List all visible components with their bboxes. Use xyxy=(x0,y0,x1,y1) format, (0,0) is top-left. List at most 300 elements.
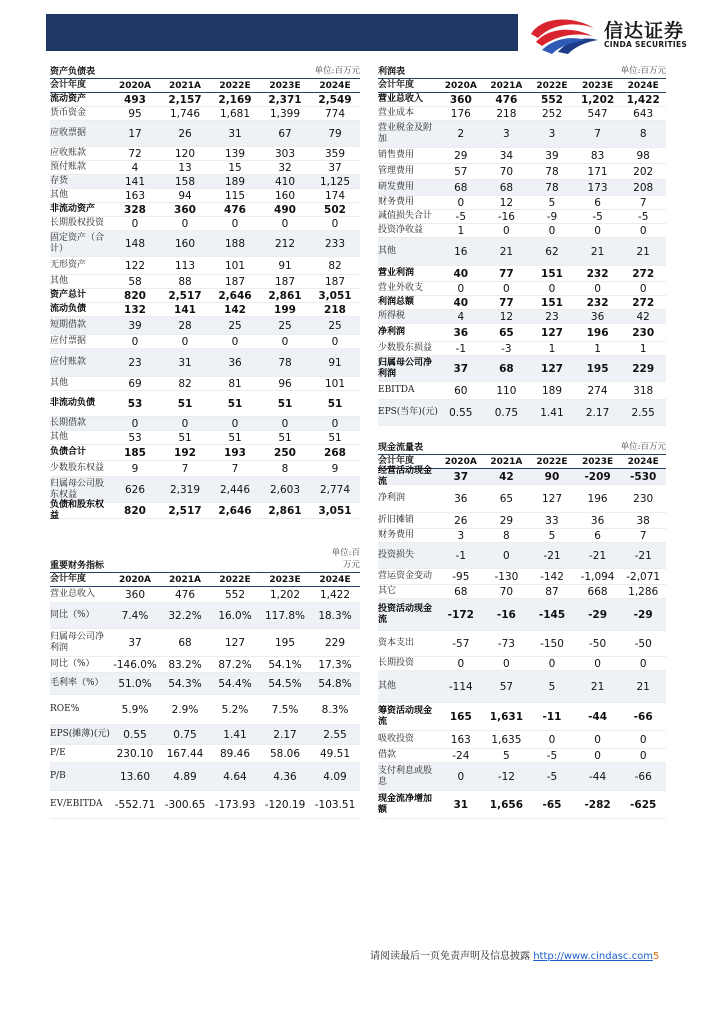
row-value: 7 xyxy=(181,462,189,475)
row-value: 16 xyxy=(454,245,468,258)
row-value: 199 xyxy=(274,303,296,316)
row-value: 359 xyxy=(324,147,346,160)
row-value: 1 xyxy=(548,342,556,355)
row-value: 21 xyxy=(636,245,650,258)
row-value: 32.2% xyxy=(168,609,202,622)
row-value: 18.3% xyxy=(318,609,352,622)
footer xyxy=(370,947,659,962)
row-value: 188 xyxy=(224,237,246,250)
row-label: 固定资产（合计） xyxy=(50,232,105,254)
row-value: 31 xyxy=(228,127,242,140)
row-value: 37 xyxy=(128,636,142,649)
row-value: 78 xyxy=(545,165,559,178)
row-value: 2.17 xyxy=(273,728,297,741)
row-label: 现金流净增加额 xyxy=(378,793,433,815)
row-value: 476 xyxy=(224,203,246,216)
table-row xyxy=(50,289,360,303)
row-value: -282 xyxy=(584,798,611,811)
row-value: 68 xyxy=(178,636,192,649)
row-value: 82 xyxy=(328,259,342,272)
table-row xyxy=(378,107,666,121)
row-value: -530 xyxy=(630,470,657,483)
table-row xyxy=(50,391,360,417)
row-value: 127 xyxy=(541,326,563,339)
row-value: 68 xyxy=(499,362,514,375)
row-value: 2,861 xyxy=(268,289,302,302)
row-label: EBITDA xyxy=(378,385,415,395)
row-value: -3 xyxy=(501,342,512,355)
row-value: -95 xyxy=(452,570,470,583)
row-value: 0 xyxy=(231,335,239,348)
row-label: 少数股东权益 xyxy=(50,463,105,473)
row-value: 142 xyxy=(224,303,246,316)
year-header-row xyxy=(378,79,666,93)
row-value: 65 xyxy=(499,492,514,505)
row-value: 34 xyxy=(499,149,514,162)
row-label: 营业税金及附加 xyxy=(378,123,433,144)
income-statement-table xyxy=(378,66,666,426)
row-value: 51 xyxy=(328,431,342,444)
row-label: 投资活动现金流 xyxy=(378,603,433,625)
row-value: 87 xyxy=(545,585,559,598)
row-value: 0 xyxy=(639,749,647,762)
row-label: 长期借款 xyxy=(50,418,87,428)
row-label: 少数股东损益 xyxy=(378,343,433,353)
row-value: -12 xyxy=(497,770,515,783)
row-value: 0 xyxy=(457,770,465,783)
row-value: 0 xyxy=(639,733,647,746)
row-value: 17.3% xyxy=(318,658,352,671)
row-value: 490 xyxy=(274,203,296,216)
table-row xyxy=(378,324,666,342)
table-row xyxy=(50,161,360,175)
year-header: 2020A xyxy=(118,80,151,91)
row-value: -5 xyxy=(637,210,649,223)
row-value: 0 xyxy=(131,417,139,430)
row-value: 192 xyxy=(174,446,196,459)
row-value: -5 xyxy=(592,210,603,223)
row-value: 54.3% xyxy=(168,677,202,690)
row-value: 171 xyxy=(587,165,608,178)
table-row xyxy=(50,587,360,603)
row-value: 4 xyxy=(131,161,139,174)
row-value: 21 xyxy=(590,680,605,693)
row-label: 毛利率（%） xyxy=(50,678,104,688)
row-value: 67 xyxy=(278,127,292,140)
row-value: -300.65 xyxy=(164,798,206,811)
row-value: 54.4% xyxy=(218,677,252,690)
table-row xyxy=(50,657,360,673)
row-value: 2,157 xyxy=(168,93,202,106)
row-value: 113 xyxy=(174,259,196,272)
table-row xyxy=(50,93,360,107)
row-label: 减值损失合计 xyxy=(378,211,433,221)
row-value: 1 xyxy=(457,224,465,237)
row-label: 应收票据 xyxy=(50,128,87,138)
row-label: 短期借款 xyxy=(50,320,87,330)
unit-label: 单位:百万元 xyxy=(620,442,666,452)
row-label: 应付票据 xyxy=(50,336,87,346)
table-row xyxy=(378,382,666,400)
row-value: 160 xyxy=(274,189,296,202)
row-value: 151 xyxy=(541,296,563,309)
row-value: 303 xyxy=(274,147,296,160)
row-value: 132 xyxy=(124,303,146,316)
row-label: 其他 xyxy=(50,432,69,442)
website-link[interactable]: http://www.cindasc.com xyxy=(533,951,653,962)
table-row xyxy=(378,485,666,513)
row-value: 0 xyxy=(281,335,289,348)
row-value: 5.2% xyxy=(221,703,249,716)
row-value: -50 xyxy=(589,637,607,650)
row-value: -142 xyxy=(540,570,564,583)
year-header: 2022E xyxy=(219,80,251,91)
row-value: 54.8% xyxy=(318,677,352,690)
row-value: 36 xyxy=(454,492,468,505)
row-value: 0 xyxy=(331,417,339,430)
row-value: 98 xyxy=(636,149,650,162)
row-value: 42 xyxy=(636,310,650,323)
table-row xyxy=(50,217,360,231)
row-value: 230.10 xyxy=(116,747,154,760)
row-value: 4.64 xyxy=(223,770,247,783)
row-value: 328 xyxy=(124,203,146,216)
header-label: 会计年度 xyxy=(50,574,87,584)
table-row xyxy=(378,749,666,763)
table-row xyxy=(378,529,666,543)
row-label: 长期投资 xyxy=(378,658,415,668)
table-row xyxy=(378,210,666,224)
table-row xyxy=(378,310,666,324)
row-label: 其他 xyxy=(50,378,69,388)
table-row xyxy=(378,671,666,703)
row-value: 360 xyxy=(449,93,472,106)
row-value: 2,446 xyxy=(219,483,251,496)
row-value: 0.75 xyxy=(494,406,519,419)
row-value: 127 xyxy=(541,492,562,505)
row-value: 31 xyxy=(178,356,192,369)
table-row xyxy=(378,180,666,196)
row-value: 21 xyxy=(590,245,605,258)
row-value: 101 xyxy=(224,259,246,272)
row-value: 0 xyxy=(181,217,189,230)
row-value: 3 xyxy=(457,529,465,542)
table-row xyxy=(378,238,666,266)
row-value: 81 xyxy=(228,377,242,390)
table-row xyxy=(378,465,666,487)
table-title: 重要财务指标 xyxy=(50,561,105,571)
row-value: 51 xyxy=(327,397,343,410)
row-value: 7 xyxy=(639,529,647,542)
row-value: 120 xyxy=(174,147,196,160)
row-value: 0.75 xyxy=(173,728,197,741)
row-label: 非流动资产 xyxy=(50,204,96,214)
row-value: 7 xyxy=(594,128,601,140)
row-value: 49.51 xyxy=(319,747,351,760)
table-row xyxy=(378,400,666,426)
table-row xyxy=(50,189,360,203)
row-value: 139 xyxy=(224,147,246,160)
row-value: 2,371 xyxy=(268,93,302,106)
row-value: 0 xyxy=(131,217,139,230)
table-row xyxy=(378,731,666,749)
row-value: -130 xyxy=(494,570,519,583)
year-header: 2020A xyxy=(118,574,151,585)
table-row xyxy=(378,631,666,657)
table-row xyxy=(378,599,666,631)
row-value: 78 xyxy=(278,356,292,369)
row-label: 存货 xyxy=(50,176,69,186)
row-value: 13 xyxy=(178,161,192,174)
row-value: -21 xyxy=(634,549,652,562)
row-value: 77 xyxy=(499,296,514,309)
row-label: 其他 xyxy=(50,276,69,286)
row-value: 272 xyxy=(632,296,655,309)
row-value: 8.3% xyxy=(321,703,349,716)
row-value: 2,861 xyxy=(268,504,302,517)
row-value: 1,202 xyxy=(269,588,301,601)
row-label: 支付利息或股息 xyxy=(378,765,433,787)
row-value: 0 xyxy=(231,417,239,430)
row-label: 货币资金 xyxy=(50,108,87,118)
table-row xyxy=(378,282,666,296)
row-value: 57 xyxy=(499,680,514,693)
table-row xyxy=(50,203,360,217)
row-value: 173 xyxy=(587,181,608,194)
row-value: 193 xyxy=(224,446,246,459)
row-value: 101 xyxy=(324,377,346,390)
row-label: 投资损失 xyxy=(378,550,415,560)
row-value: 2,319 xyxy=(169,483,201,496)
row-value: 187 xyxy=(274,275,296,288)
table-row xyxy=(50,431,360,445)
table-row xyxy=(378,585,666,599)
row-value: 0 xyxy=(503,282,510,295)
row-value: 626 xyxy=(124,483,146,496)
row-value: 58.06 xyxy=(269,747,301,760)
table-row xyxy=(50,445,360,461)
row-value: -44 xyxy=(588,710,608,723)
row-value: 127 xyxy=(541,362,563,375)
row-value: -50 xyxy=(634,637,652,650)
row-value: 0.55 xyxy=(123,728,147,741)
row-label: 营业利润 xyxy=(378,268,415,278)
table-title: 现金流量表 xyxy=(378,443,424,453)
row-value: 37 xyxy=(328,161,342,174)
row-value: -2,071 xyxy=(626,570,661,583)
row-label: ROE% xyxy=(50,704,80,714)
year-header: 2020A xyxy=(444,80,477,91)
table-row xyxy=(50,745,360,763)
row-value: -73 xyxy=(497,637,515,650)
row-value: 79 xyxy=(328,127,342,140)
row-label: 折旧摊销 xyxy=(378,515,415,525)
row-value: 23 xyxy=(545,310,559,323)
row-value: 218 xyxy=(496,107,517,120)
row-label: 营业总收入 xyxy=(378,94,424,104)
row-value: 0 xyxy=(457,196,465,209)
table-row xyxy=(378,703,666,731)
logo-name-en: CINDA SECURITIES xyxy=(604,40,688,49)
header-label: 会计年度 xyxy=(378,80,415,90)
row-value: 51 xyxy=(278,431,292,444)
row-value: 78 xyxy=(545,181,559,194)
row-value: 0 xyxy=(457,282,465,295)
row-value: 196 xyxy=(587,492,608,505)
table-row xyxy=(50,335,360,349)
row-value: 230 xyxy=(633,492,654,505)
row-value: -11 xyxy=(542,710,562,723)
row-value: 95 xyxy=(128,107,142,120)
row-label: 投资净收益 xyxy=(378,225,424,235)
row-value: 83.2% xyxy=(168,658,202,671)
row-value: 4.89 xyxy=(173,770,197,783)
row-value: 12 xyxy=(499,310,514,323)
cash-flow-table xyxy=(378,440,666,819)
year-header: 2023E xyxy=(269,574,301,585)
row-value: 8 xyxy=(281,462,289,475)
table-row xyxy=(50,673,360,695)
table-row xyxy=(378,763,666,791)
table-row xyxy=(50,377,360,391)
row-value: 13.60 xyxy=(119,770,151,783)
row-value: 39 xyxy=(545,149,559,162)
row-value: 36 xyxy=(590,310,605,323)
row-value: 32 xyxy=(278,161,292,174)
row-value: 3,051 xyxy=(318,504,352,517)
row-value: 0 xyxy=(281,217,289,230)
row-label: 净利润 xyxy=(378,327,406,337)
row-value: 189 xyxy=(224,175,246,188)
row-value: 3 xyxy=(503,128,510,140)
table-row xyxy=(50,107,360,121)
row-label: 无形资产 xyxy=(50,260,87,270)
row-value: 115 xyxy=(224,189,246,202)
table-title-row xyxy=(378,440,666,455)
row-label: 借款 xyxy=(378,750,397,760)
row-value: 163 xyxy=(450,733,471,746)
row-value: 51 xyxy=(227,397,243,410)
row-value: 72 xyxy=(128,147,142,160)
table-row xyxy=(378,569,666,585)
row-value: -5 xyxy=(546,770,558,783)
row-value: 29 xyxy=(454,149,468,162)
table-title: 利润表 xyxy=(378,67,406,77)
row-value: 218 xyxy=(324,303,346,316)
row-value: 1,125 xyxy=(319,175,351,188)
row-value: 96 xyxy=(278,377,292,390)
table-row xyxy=(50,763,360,791)
row-value: 230 xyxy=(632,326,655,339)
row-label: 净利润 xyxy=(378,493,406,503)
table-row xyxy=(378,196,666,210)
row-value: -57 xyxy=(452,637,470,650)
row-value: 62 xyxy=(545,245,559,258)
row-label: EPS(摊薄)(元) xyxy=(50,729,110,739)
row-value: 0 xyxy=(181,417,189,430)
row-value: -625 xyxy=(630,798,657,811)
table-row xyxy=(50,629,360,657)
row-label: 营业总收入 xyxy=(50,589,96,599)
row-value: 229 xyxy=(632,362,655,375)
row-value: -5 xyxy=(455,210,467,223)
row-value: 0 xyxy=(181,335,189,348)
header-banner xyxy=(46,14,518,51)
row-label: 其他 xyxy=(50,190,69,200)
row-value: 2,603 xyxy=(269,483,301,496)
year-header-row xyxy=(50,79,360,93)
row-value: 2,774 xyxy=(319,483,351,496)
row-value: 40 xyxy=(453,296,469,309)
row-label: 利润总额 xyxy=(378,297,415,307)
row-value: 643 xyxy=(633,107,654,120)
row-value: 7.5% xyxy=(271,703,299,716)
row-value: 65 xyxy=(499,326,514,339)
table-row xyxy=(50,461,360,477)
row-value: 51 xyxy=(178,431,192,444)
row-value: 117.8% xyxy=(264,609,306,622)
year-header: 2024E xyxy=(319,80,351,91)
row-value: 25 xyxy=(228,319,242,332)
year-header: 2021A xyxy=(168,80,201,91)
row-value: 54.5% xyxy=(268,677,302,690)
unit-label: 单位:百万元 xyxy=(620,66,666,76)
row-value: -552.71 xyxy=(114,798,156,811)
row-value: -209 xyxy=(584,470,611,483)
row-value: 148 xyxy=(124,237,146,250)
row-value: 36 xyxy=(228,356,242,369)
table-row xyxy=(378,657,666,671)
row-value: 15 xyxy=(228,161,242,174)
row-value: 36 xyxy=(590,514,605,527)
row-value: 176 xyxy=(450,107,471,120)
row-value: -44 xyxy=(589,770,607,783)
row-value: 0 xyxy=(639,282,647,295)
row-value: 552 xyxy=(224,588,246,601)
row-value: 54.1% xyxy=(268,658,302,671)
row-value: 0 xyxy=(457,657,465,670)
row-label: 归属母公司净利润 xyxy=(50,631,105,653)
row-value: 5 xyxy=(503,749,510,762)
row-value: 0 xyxy=(594,657,601,670)
header-label: 会计年度 xyxy=(50,80,87,90)
row-value: -29 xyxy=(588,608,608,621)
row-value: 174 xyxy=(324,189,346,202)
row-value: 37 xyxy=(453,362,469,375)
row-label: 负债合计 xyxy=(50,447,87,457)
table-row xyxy=(50,231,360,257)
row-value: -16 xyxy=(497,210,515,223)
year-header: 2021A xyxy=(490,80,523,91)
row-value: 0 xyxy=(594,733,601,746)
row-value: 774 xyxy=(324,107,346,120)
row-value: 160 xyxy=(174,237,196,250)
row-value: 202 xyxy=(633,165,654,178)
row-value: 820 xyxy=(124,289,146,302)
row-value: 0 xyxy=(594,224,601,237)
row-value: 16.0% xyxy=(218,609,252,622)
row-value: 3 xyxy=(548,128,556,140)
row-value: 38 xyxy=(636,514,650,527)
row-value: 502 xyxy=(324,203,346,216)
row-value: -1 xyxy=(455,342,467,355)
row-label: 其它 xyxy=(378,586,397,596)
table-row xyxy=(378,148,666,164)
row-value: 0 xyxy=(331,217,339,230)
row-value: 1,656 xyxy=(489,798,523,811)
year-header-row xyxy=(50,573,360,587)
row-value: 4.09 xyxy=(323,770,347,783)
